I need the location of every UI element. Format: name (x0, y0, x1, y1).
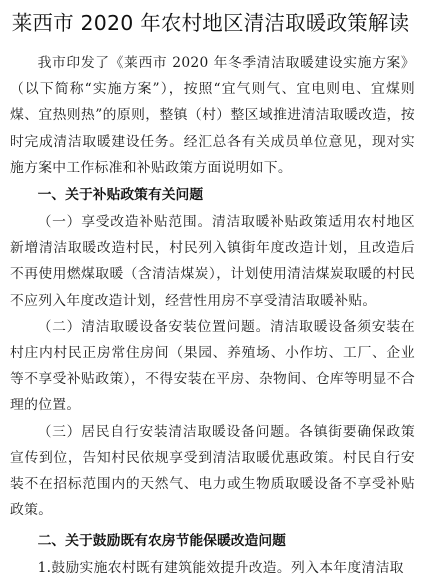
install-location-paragraph: （二）清洁取暖设备安装位置问题。清洁取暖设备须安装在村庄内村民正房常住房间（果园、养殖场、小作坊、工厂、企业等不享受补贴政策），不得安装在平房、杂物间、仓库等明显不合理的位置。 (10, 318, 415, 414)
section-heading-subsidy-policy: 一、关于补贴政策有关问题 (37, 187, 204, 204)
section-heading-energy-retrofit: 二、关于鼓励既有农房节能保暖改造问题 (37, 533, 286, 550)
intro-paragraph: 我市印发了《莱西市 2020 年冬季清洁取暖建设实施方案》（以下简称“实施方案”），按照“宜气则气、宜电则电、宜煤则煤、宜热则热”的原则，整镇（村）整区域推进清洁取暖改造，按时完成清洁取暖建设任务。经汇总各有关成员单位意见，现对实施方案中工作标准和补贴政策方面说明如下。 (10, 55, 415, 176)
self-install-paragraph: （三）居民自行安装清洁取暖设备问题。各镇街要确保政策宣传到位，告知村民依规享受到清洁取暖优惠政策。村民自行安装不在招标范围内的天然气、电力或生物质取暖设备不享受补贴政策。 (10, 423, 415, 519)
document-body (0, 40, 421, 582)
document-title: 莱西市 2020 年农村地区清洁取暖政策解读 (11, 11, 410, 35)
subsidy-scope-paragraph: （一）享受改造补贴范围。清洁取暖补贴政策适用农村地区新增清洁取暖改造村民，村民列入镇街年度改造计划，且改造后不再使用燃煤取暖（含清洁煤炭），计划使用清洁煤炭取暖的村民不应列入年度改造计划，经营性用房不享受清洁取暖补贴。 (10, 214, 415, 309)
retrofit-first-line: 1.鼓励实施农村既有建筑能效提升改造。列入本年度清洁取 (37, 560, 404, 577)
